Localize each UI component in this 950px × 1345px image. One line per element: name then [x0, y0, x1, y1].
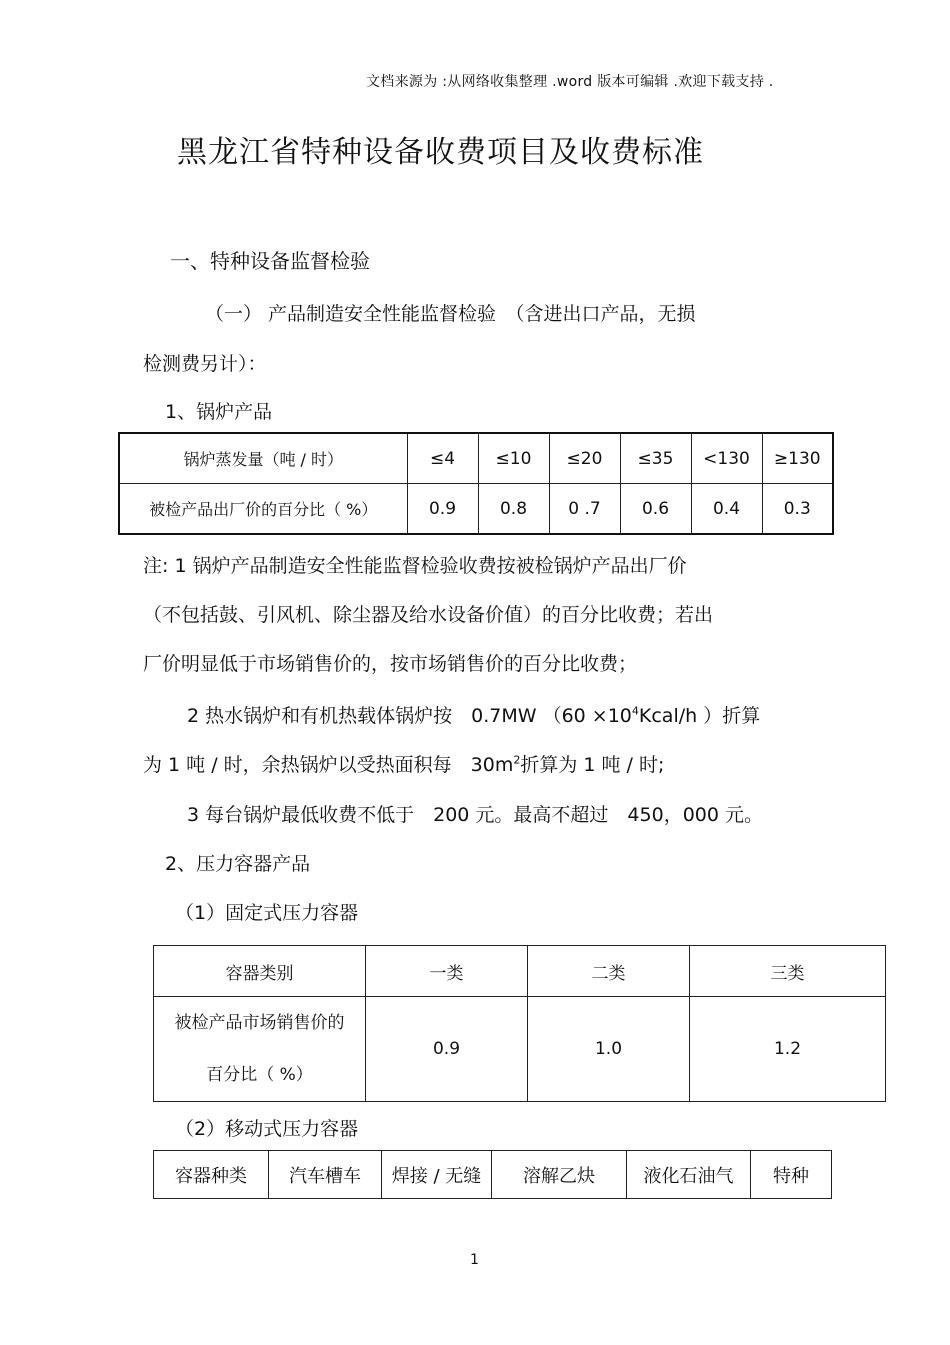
note-3: 3 每台锅炉最低收费不低于 200 元。最高不超过 450，000 元。 — [187, 804, 764, 826]
item-heading-pressure-vessel: 2、压力容器产品 — [165, 853, 311, 875]
fixed-vessel-fee-table — [153, 945, 886, 1102]
table-cell: 焊接 / 无缝 — [382, 1151, 492, 1199]
table-cell: ≥130 — [762, 433, 833, 484]
table-cell: 0.4 — [691, 484, 762, 535]
row-label-line2: 百分比（ %） — [206, 1065, 313, 1085]
page-number: 1 — [470, 1252, 479, 1268]
note-2-line1-text: 2 热水锅炉和有机热载体锅炉按 0.7MW （60 ×10 — [187, 705, 632, 727]
table-cell: 0 .7 — [549, 484, 620, 535]
table-cell: 1.0 — [528, 997, 690, 1102]
note-2-line2 — [143, 750, 664, 777]
note-1-line1: 注: 1 锅炉产品制造安全性能监督检验收费按被检锅炉产品出厂价 — [143, 555, 687, 577]
note-2-line1 — [187, 701, 760, 728]
row-label-percentage: 被检产品出厂价的百分比（ %） — [119, 484, 407, 535]
boiler-fee-table — [118, 432, 834, 535]
table-row — [154, 997, 886, 1102]
table-cell: 0.9 — [366, 997, 528, 1102]
table-cell: ≤4 — [407, 433, 478, 484]
header-note: 文档来源为 :从网络收集整理 .word 版本可编辑 .欢迎下载支持 . — [366, 74, 774, 90]
row-label-line1: 被检产品市场销售价的 — [174, 1013, 345, 1033]
table-cell: 特种 — [751, 1151, 832, 1199]
subitem-heading-mobile: （2）移动式压力容器 — [175, 1118, 359, 1140]
row-label-capacity: 锅炉蒸发量（吨 / 时） — [119, 433, 407, 484]
table-cell: ≤20 — [549, 433, 620, 484]
table-cell: <130 — [691, 433, 762, 484]
table-cell: 0.8 — [478, 484, 549, 535]
table-cell: 溶解乙炔 — [492, 1151, 627, 1199]
item-heading-boiler: 1、锅炉产品 — [165, 401, 273, 423]
document-title: 黑龙江省特种设备收费项目及收费标准 — [177, 135, 704, 170]
table-cell: 0.6 — [620, 484, 691, 535]
note-2-line2-text-end: 折算为 1 吨 / 时; — [520, 754, 665, 776]
mobile-vessel-table — [153, 1150, 832, 1199]
row-label — [154, 997, 366, 1102]
table-row — [119, 433, 833, 484]
header-cell: 一类 — [366, 946, 528, 997]
table-cell: 0.3 — [762, 484, 833, 535]
header-cell: 容器类别 — [154, 946, 366, 997]
table-row — [154, 1151, 832, 1199]
subsection-heading-line2: 检测费另计）： — [143, 353, 267, 375]
header-cell: 二类 — [528, 946, 690, 997]
note-1-line2: （不包括鼓、引风机、除尘器及给水设备价值）的百分比收费；若出 — [143, 604, 714, 626]
note-1-line3: 厂价明显低于市场销售价的，按市场销售价的百分比收费； — [143, 653, 638, 675]
note-2-line1-text-end: Kcal/h ）折算 — [638, 705, 761, 727]
table-cell: 0.9 — [407, 484, 478, 535]
table-cell: ≤35 — [620, 433, 691, 484]
subsection-heading-line1: （一） 产品制造安全性能监督检验 （含进出口产品，无损 — [205, 303, 696, 325]
table-cell: 容器种类 — [154, 1151, 269, 1199]
table-cell: 液化石油气 — [627, 1151, 751, 1199]
table-row — [154, 946, 886, 997]
subitem-heading-fixed: （1）固定式压力容器 — [175, 902, 359, 924]
table-cell: 1.2 — [690, 997, 886, 1102]
table-cell: ≤10 — [478, 433, 549, 484]
table-cell: 汽车槽车 — [269, 1151, 382, 1199]
section-heading-1: 一、特种设备监督检验 — [170, 249, 370, 273]
superscript: 4 — [631, 704, 639, 718]
superscript: 2 — [513, 753, 521, 767]
header-cell: 三类 — [690, 946, 886, 997]
note-2-line2-text: 为 1 吨 / 时，余热锅炉以受热面积每 30m — [143, 754, 514, 776]
table-row — [119, 484, 833, 535]
